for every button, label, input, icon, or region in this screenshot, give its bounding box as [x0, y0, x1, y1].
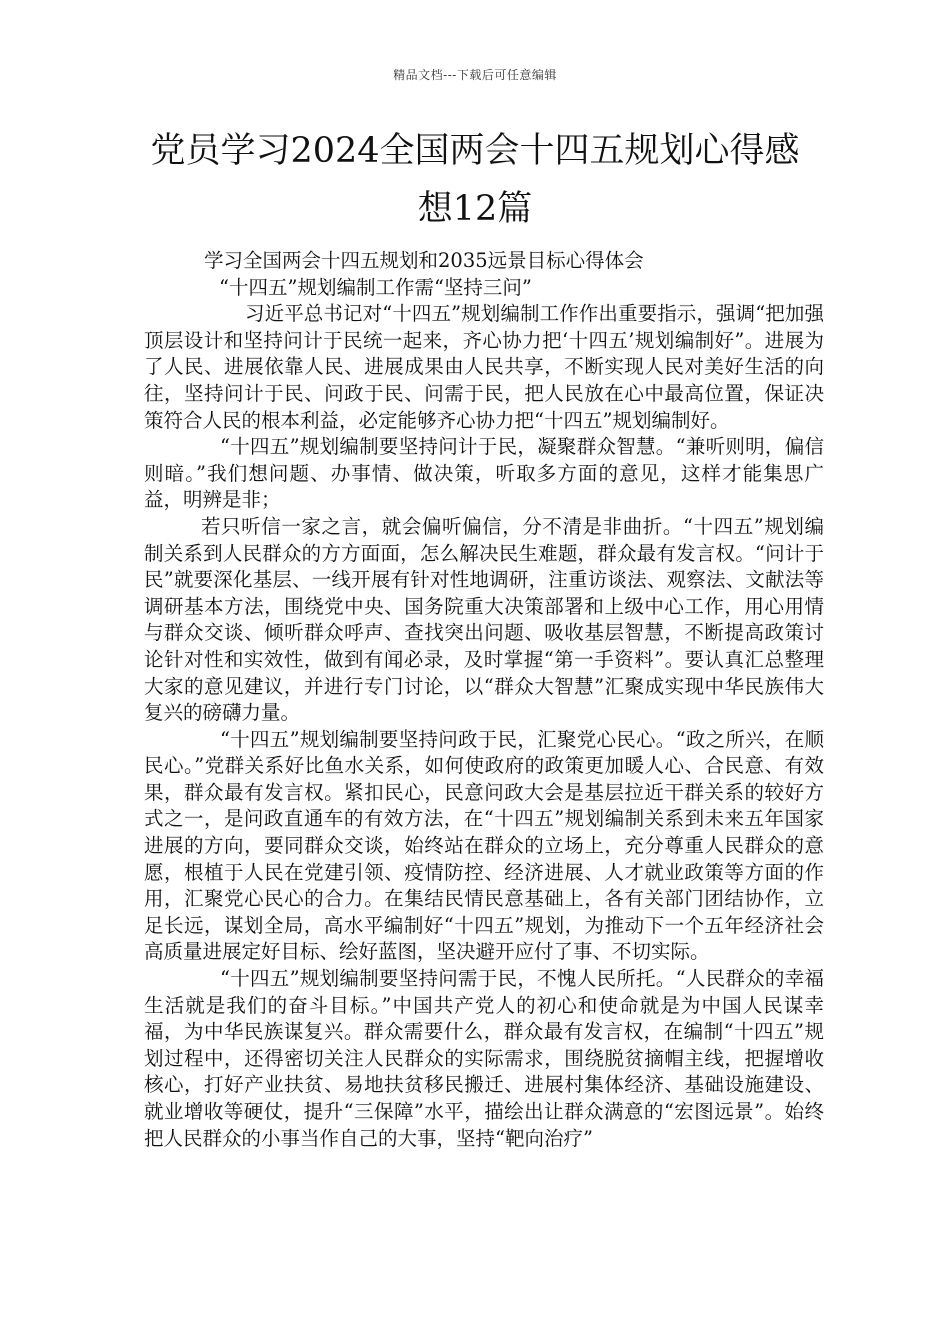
document-title-line-2: 想12篇: [417, 189, 533, 229]
article-body: [144, 248, 824, 1152]
paragraph: “十四五”规划编制要坚持问计于民，凝聚群众智慧。“兼听则明，偏信则暗。”我们想问题、办事情、做决策，听取多方面的意见，这样才能集思广益，明辨是非；: [144, 435, 824, 512]
paragraph: 习近平总书记对“十四五”规划编制工作作出重要指示，强调“把加强顶层设计和坚持问计于民统一起来，齐心协力把‘十四五’规划编制好”。进展为了人民、进展依靠人民、进展成果由人民共享，不断实现人民对美好生活的向往，坚持问计于民、问政于民、问需于民，把人民放在心中最高位置，保证决策符合人民的根本利益，必定能够齐心协力把“十四五”规划编制好。: [144, 302, 824, 432]
document-title: [120, 122, 830, 238]
paragraph: “十四五”规划编制要坚持问需于民，不愧人民所托。“人民群众的幸福生活就是我们的奋斗目标。”中国共产党人的初心和使命就是为中国人民谋幸福，为中华民族谋复兴。群众需要什么，群众最有发言权，在编制“十四五”规划过程中，还得密切关注人民群众的实际需求，围绕脱贫摘帽主线，把握增收核心，打好产业扶贫、易地扶贫移民搬迁、进展村集体经济、基础设施建设、就业增收等硬仗，提升“三保障”水平，描绘出让群众满意的“宏图远景”。始终把人民群众的小事当作自己的大事，坚持“靶向治疗”: [144, 967, 824, 1150]
header-note: 精品文档---下载后可任意编辑: [393, 68, 557, 82]
paragraph: 若只听信一家之言，就会偏听偏信，分不清是非曲折。“十四五”规划编制关系到人民群众的方方面面，怎么解决民生难题，群众最有发言权。“问计于民”就要深化基层、一线开展有针对性地调研，注重访谈法、观察法、文献法等调研基本方法，围绕党中央、国务院重大决策部署和上级中心工作，用心用情与群众交谈、倾听群众呼声、查找突出问题、吸收基层智慧，不断提高政策讨论针对性和实效性，做到有闻必录，及时掌握“第一手资料”。要认真汇总整理大家的意见建议，并进行专门讨论，以“群众大智慧”汇聚成实现中华民族伟大复兴的磅礴力量。: [144, 514, 824, 725]
article-subtitle: 学习全国两会十四五规划和2035远景目标心得体会: [204, 249, 644, 272]
article-heading: “十四五”规划编制工作需“坚持三问”: [219, 275, 532, 299]
paragraph: “十四五”规划编制要坚持问政于民，汇聚党心民心。“政之所兴，在顺民心。”党群关系好比鱼水关系，如何使政府的政策更加暖人心、合民意、有效果，群众最有发言权。紧扣民心，民意问政大会是基层拉近干群关系的较好方式之一，是问政直通车的有效方法，在“十四五”规划编制关系到未来五年国家进展的方向，要同群众交谈，始终站在群众的立场上，充分尊重人民群众的意愿，根植于人民在党建引领、疫情防控、经济进展、人才就业政策等方面的作用，汇聚党心民心的合力。在集结民情民意基础上，各有关部门团结协作，立足长远，谋划全局，高水平编制好“十四五”规划，为推动下一个五年经济社会高质量进展定好目标、绘好蓝图，坚决避开应付了事、不切实际。: [144, 727, 824, 964]
document-title-line-1: 党员学习2024全国两会十四五规划心得感: [150, 131, 800, 171]
